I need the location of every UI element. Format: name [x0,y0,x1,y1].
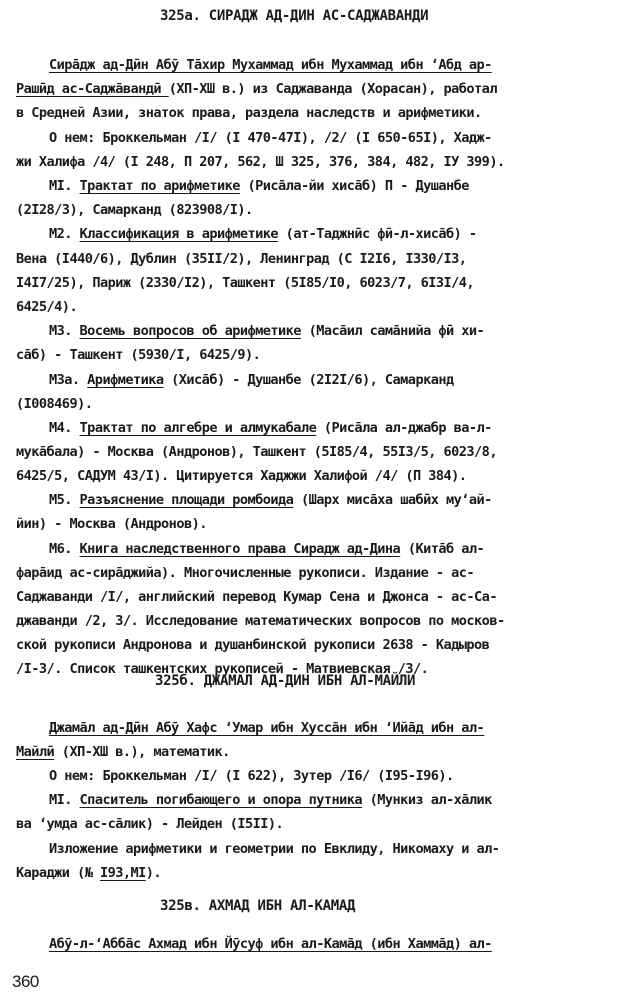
author-name: Сиpāдж ад-Дӣн Абӯ Тāхир Мухаммад ибн Мухаммад ибн ʻАбд ар- [49,57,492,73]
work-title: Восемь вопросов об арифметике [79,323,301,339]
section-heading: 325а. СИРАДЖ АД-ДИН АС-САДЖАВАНДИ [160,8,429,24]
text-line: Изложение арифметики и геометрии по Евклиду, Никомаху и ал- [49,841,500,857]
work-title: Трактат по арифметике [79,178,240,194]
section-heading: 325б. ДЖАМАЛ АД-ДИН ИБН АЛ-МАЙЛИ [155,673,416,689]
text-line: джаванди /2, 3/. Исследование математических вопросов по москов- [16,613,505,629]
text-line: в Средней Азии, знаток права, раздела наследств и арифметики. [16,105,482,121]
text-line: МI. Трактат по арифметике (Рисāла-йи хисāб) П - Душанбе [49,178,469,194]
text-line: фарāид ас-сирāджийа). Многочисленные рукописи. Издание - ас- [16,565,475,581]
text-line: М3а. Арифметика (Хисāб) - Душанбе (2I2I/6), Самарканд [49,372,454,388]
text-line: ва ʻумда ас-сāлик) - Лейден (I5II). [16,816,284,832]
text-line: Вена (I440/6), Дублин (35II/2), Ленинград (С I2I6, I330/I3, [16,251,467,267]
text-line [49,719,484,737]
text-line: мукāбала) - Москва (Андронов), Ташкент (5I85/4, 55I3/5, 6023/8, [16,444,497,460]
page-number: 360 [12,972,39,991]
cross-reference: I93,МI [99,865,146,881]
text-line: М2. Классификация в арифметике (ат-Таджнӣс фӣ-л-хисāб) - [49,226,477,242]
text-line: /I-3/. Список ташкентских рукописей - Матвиевская /3/. [16,661,429,677]
work-title: Спаситель погибающего и опора путника [79,792,363,808]
text-line: О нем: Броккельман /I/ (I 622), Зутер /I6/ (I95-I96). [49,768,454,784]
work-title: Разъяснение площади ромбоида [79,492,294,508]
text-line: (2I28/3), Самарканд (823908/I). [16,202,253,218]
work-title: Арифметика [87,372,164,388]
text-line: М5. Разъяснение площади ромбоида (Шарх мисāха шабӣх муʻай- [49,492,492,508]
text-line: М6. Книга наследственного права Сирадж ад-Дина (Китāб ал- [49,541,485,557]
text-line: йин) - Москва (Андронов). [16,516,207,532]
author-name: Абӯ-л-ʻАббāс Ахмад ибн Йӯсуф ибн ал-Камāд (ибн Хаммāд) ал- [49,936,492,952]
text-line: О нем: Броккельман /I/ (I 470-47I), /2/ (I 650-65I), Хадж- [49,130,492,146]
text-line: I4I7/25), Париж (2330/I2), Ташкент (5I85/I0, 6023/7, 6I3I/4, [16,275,475,291]
text-line [49,56,492,74]
text-line [49,935,492,953]
text-line: Майлӣ (XП-XШ в.), математик. [16,744,230,760]
work-title: Трактат по алгебре и алмукабале [79,420,317,436]
text-line: Рашӣд ас-Саджāвандӣ (XП-XШ в.) из Саджаванда (Хорасан), работал [16,81,497,97]
text-line: М4. Трактат по алгебре и алмукабале (Рисāла ал-джабр ва-л- [49,420,492,436]
author-name: Джамāл ад-Дӣн Абӯ Хафс ʻУмар ибн Хуссāн ибн ʻИйāд ибн ал- [49,720,485,736]
text-line: 6425/4). [16,299,78,315]
text-line: 6425/5, САДУМ 43/I). Цитируется Хаджжи Халифой /4/ (П 384). [16,468,467,484]
text-line: жи Халифа /4/ (I 248, П 207, 562, Ш 325, 376, 384, 482, IУ 399). [16,154,505,170]
text-line: М3. Восемь вопросов об арифметике (Масāил самāнийа фӣ хи- [49,323,485,339]
section-heading: 325в. АХМАД ИБН АЛ-КАМАД [160,898,356,914]
author-name: Майлӣ [16,744,55,760]
text-line: Саджаванди /I/, английский перевод Кумар Сена и Джонса - ас-Са- [16,589,497,605]
text-line: (I008469). [16,396,93,412]
work-title: Классификация в арифметике [79,226,279,242]
text-line: Караджи (№ I93,МI). [16,865,162,881]
text-line: сāб) - Ташкент (5930/I, 6425/9). [16,347,261,363]
text-line: МI. Спаситель погибающего и опора путника (Мункиз ал-хāлик [49,792,492,808]
text-line: ской рукописи Андронова и душанбинской рукописи 2638 - Кадыров [16,637,490,653]
work-title: Книга наследственного права Сирадж ад-Дина [79,541,401,557]
author-name: Рашӣд ас-Саджāвандӣ [16,81,169,97]
